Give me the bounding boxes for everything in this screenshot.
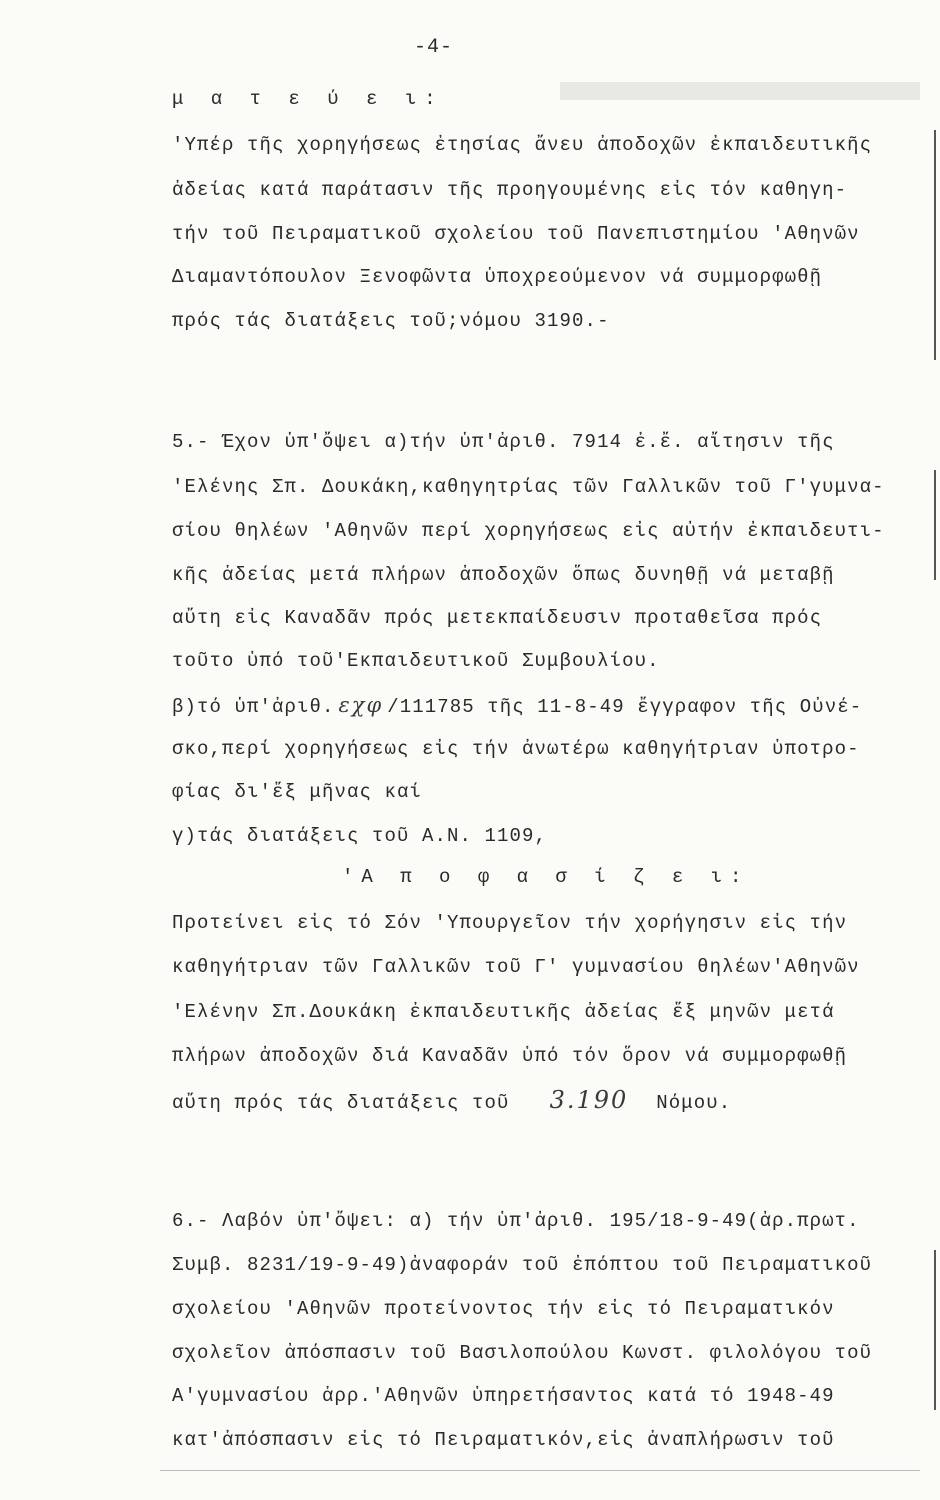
page-edge-mark — [934, 130, 936, 360]
text-fragment: αὔτη πρός τάς διατάξεις τοῦ — [172, 1092, 510, 1114]
text-line: σκο,περί χορηγήσεως εἰς τήν ἀνωτέρω καθηγήτριαν ὑποτρο- — [172, 738, 860, 760]
text-fragment: /111785 τῆς 11-8-49 ἔγγραφον τῆς Οὐνέ- — [387, 696, 863, 718]
text-line: Προτείνει εἰς τό Σόν 'Υπουργεῖον τήν χορήγησιν εἰς τήν — [172, 912, 848, 934]
text-line: σίου θηλέων 'Αθηνῶν περί χορηγήσεως εἰς αὐτήν ἐκπαιδευτι- — [172, 520, 885, 542]
handwritten-ref-code: εχφ — [338, 693, 384, 717]
text-line: 'Υπέρ τῆς χορηγήσεως ἐτησίας ἄνευ ἀποδοχῶν ἐκπαιδευτικῆς — [172, 134, 873, 156]
text-line: σχολείου 'Αθηνῶν προτείνοντος τήν εἰς τό Πειραματικόν — [172, 1298, 835, 1320]
text-line: φίας δι'ἕξ μῆνας καί — [172, 781, 423, 803]
text-line: Α'γυμνασίου ἀρρ.'Αθηνῶν ὑπηρετήσαντος κατά τό 1948-49 — [172, 1385, 835, 1407]
text-line: τήν τοῦ Πειραματικοῦ σχολείου τοῦ Πανεπιστημίου 'Αθηνῶν — [172, 223, 860, 245]
text-line: Διαμαντόπουλον Ξενοφῶντα ὑποχρεούμενον νά συμμορφωθῇ — [172, 266, 823, 288]
text-line: πρός τάς διατάξεις τοῦ;νόμου 3190.- — [172, 310, 610, 332]
handwritten-law-number: 3.190 — [549, 1086, 629, 1114]
page-number: -4- — [414, 36, 454, 59]
text-line: Συμβ. 8231/19-9-49)ἀναφοράν τοῦ ἐπόπτου τοῦ Πειραματικοῦ — [172, 1254, 873, 1276]
text-line: σχολεῖον ἀπόσπασιν τοῦ Βασιλοπούλου Κωνστ. φιλολόγου τοῦ — [172, 1342, 873, 1364]
decision-verb-continued: μ α τ ε ύ ε ι: — [172, 88, 444, 110]
text-line: κατ'ἀπόσπασιν εἰς τό Πειραματικόν,εἰς ἀναπλήρωσιν τοῦ — [172, 1429, 835, 1451]
page-edge-mark — [934, 470, 936, 580]
decision-heading: 'Α π ο φ α σ ί ζ ε ι: — [342, 866, 750, 888]
text-line: 'Ελένην Σπ.Δουκάκη ἐκπαιδευτικῆς ἀδείας ἕξ μηνῶν μετά — [172, 1001, 835, 1023]
text-line: αὔτη εἰς Καναδᾶν πρός μετεκπαίδευσιν προταθεῖσα πρός — [172, 607, 823, 629]
page-edge-mark — [934, 1250, 936, 1410]
paper-smudge — [560, 82, 920, 100]
text-line: πλήρων ἀποδοχῶν διά Καναδᾶν ὑπό τόν ὅρον νά συμμορφωθῇ — [172, 1045, 848, 1067]
item-5-heading: 5.- Έχον ὑπ'ὄψει α)τήν ὑπ'ἀριθ. 7914 ἐ.ἔ. αἴτησιν τῆς — [172, 431, 835, 453]
text-line: 'Ελένης Σπ. Δουκάκη,καθηγητρίας τῶν Γαλλικῶν τοῦ Γ'γυμνα- — [172, 476, 885, 498]
text-line: ἀδείας κατά παράτασιν τῆς προηγουμένης εἰς τόν καθηγη- — [172, 179, 848, 201]
text-line-ref-start — [172, 693, 862, 719]
item-6-heading: 6.- Λαβόν ὑπ'ὄψει: α) τήν ὑπ'ἀριθ. 195/18-9-49(ἀρ.πρωτ. — [172, 1210, 860, 1232]
text-line: γ)τάς διατάξεις τοῦ Α.Ν. 1109, — [172, 825, 548, 847]
bottom-rule — [160, 1470, 920, 1471]
text-line: καθηγήτριαν τῶν Γαλλικῶν τοῦ Γ' γυμνασίου θηλέων'Αθηνῶν — [172, 956, 860, 978]
text-line-law — [172, 1088, 731, 1115]
text-fragment: Νόμου. — [656, 1092, 732, 1114]
text-line: τοῦτο ὑπό τοῦ'Εκπαιδευτικοῦ Συμβουλίου. — [172, 650, 660, 672]
text-line: κῆς ἀδείας μετά πλήρων ἀποδοχῶν ὅπως δυνηθῇ νά μεταβῇ — [172, 564, 835, 586]
text-fragment: β)τό ὑπ'ἀριθ. — [172, 696, 335, 718]
